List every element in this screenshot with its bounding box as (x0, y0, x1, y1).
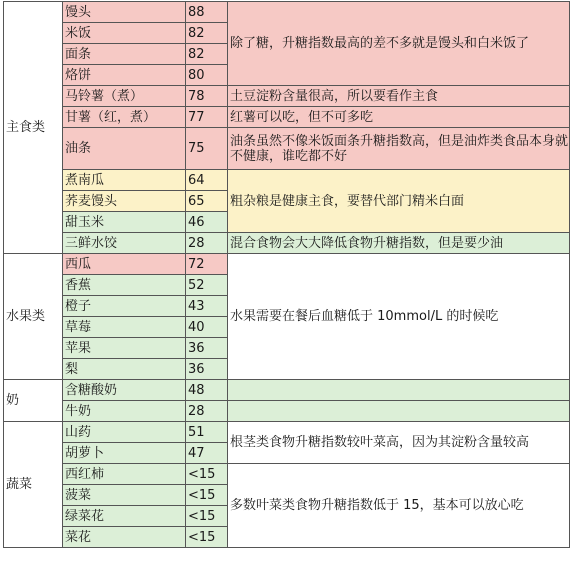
food-name-cell: 菠菜 (63, 485, 186, 506)
food-name-cell: 马铃薯（煮） (63, 86, 186, 107)
table-row (4, 170, 570, 191)
note-cell: 油条虽然不像米饭面条升糖指数高，但是油炸类食品本身就不健康，谁吃都不好 (228, 128, 570, 170)
note-cell (228, 380, 570, 401)
food-name-cell: 含糖酸奶 (63, 380, 186, 401)
food-name-cell: 绿菜花 (63, 506, 186, 527)
gi-value-cell: 82 (186, 23, 228, 44)
gi-value-cell: 77 (186, 107, 228, 128)
gi-value-cell: 47 (186, 443, 228, 464)
food-name-cell: 面条 (63, 44, 186, 65)
food-name-cell: 胡萝卜 (63, 443, 186, 464)
note-cell: 土豆淀粉含量很高，所以要看作主食 (228, 86, 570, 107)
note-cell: 水果需要在餐后血糖低于 10mmol/L 的时候吃 (228, 254, 570, 380)
glycemic-index-table-body (4, 2, 570, 548)
gi-value-cell: 65 (186, 191, 228, 212)
table-row (4, 401, 570, 422)
food-name-cell: 牛奶 (63, 401, 186, 422)
table-row (4, 254, 570, 275)
gi-value-cell: 75 (186, 128, 228, 170)
food-name-cell: 三鲜水饺 (63, 233, 186, 254)
gi-value-cell: 64 (186, 170, 228, 191)
food-name-cell: 苹果 (63, 338, 186, 359)
table-row (4, 107, 570, 128)
food-name-cell: 煮南瓜 (63, 170, 186, 191)
gi-value-cell: 48 (186, 380, 228, 401)
note-cell: 红薯可以吃，但不可多吃 (228, 107, 570, 128)
gi-value-cell: 43 (186, 296, 228, 317)
food-name-cell: 橙子 (63, 296, 186, 317)
table-row (4, 380, 570, 401)
gi-value-cell: 80 (186, 65, 228, 86)
note-cell: 粗杂粮是健康主食，要替代部门精米白面 (228, 170, 570, 233)
note-cell (228, 401, 570, 422)
gi-value-cell: <15 (186, 527, 228, 548)
gi-value-cell: 78 (186, 86, 228, 107)
gi-value-cell: <15 (186, 464, 228, 485)
gi-value-cell: <15 (186, 506, 228, 527)
gi-value-cell: 82 (186, 44, 228, 65)
gi-value-cell: 40 (186, 317, 228, 338)
gi-value-cell: <15 (186, 485, 228, 506)
gi-value-cell: 36 (186, 338, 228, 359)
food-name-cell: 甘薯（红，煮） (63, 107, 186, 128)
category-cell: 蔬菜 (4, 422, 63, 548)
gi-value-cell: 46 (186, 212, 228, 233)
table-row (4, 233, 570, 254)
gi-value-cell: 52 (186, 275, 228, 296)
table-row (4, 422, 570, 443)
food-name-cell: 米饭 (63, 23, 186, 44)
category-cell: 奶 (4, 380, 63, 422)
glycemic-index-table (3, 1, 570, 548)
gi-value-cell: 51 (186, 422, 228, 443)
note-cell: 多数叶菜类食物升糖指数低于 15，基本可以放心吃 (228, 464, 570, 548)
food-name-cell: 菜花 (63, 527, 186, 548)
food-name-cell: 西瓜 (63, 254, 186, 275)
gi-value-cell: 36 (186, 359, 228, 380)
food-name-cell: 荞麦馒头 (63, 191, 186, 212)
food-name-cell: 馒头 (63, 2, 186, 23)
table-row (4, 2, 570, 23)
note-cell: 除了糖，升糖指数最高的差不多就是馒头和白米饭了 (228, 2, 570, 86)
food-name-cell: 草莓 (63, 317, 186, 338)
note-cell: 混合食物会大大降低食物升糖指数，但是要少油 (228, 233, 570, 254)
gi-value-cell: 28 (186, 401, 228, 422)
food-name-cell: 烙饼 (63, 65, 186, 86)
note-cell: 根茎类食物升糖指数较叶菜高，因为其淀粉含量较高 (228, 422, 570, 464)
food-name-cell: 西红柿 (63, 464, 186, 485)
food-name-cell: 山药 (63, 422, 186, 443)
table-row (4, 464, 570, 485)
food-name-cell: 油条 (63, 128, 186, 170)
food-name-cell: 香蕉 (63, 275, 186, 296)
table-row (4, 86, 570, 107)
food-name-cell: 甜玉米 (63, 212, 186, 233)
category-cell: 主食类 (4, 2, 63, 254)
table-row (4, 128, 570, 170)
gi-value-cell: 88 (186, 2, 228, 23)
food-name-cell: 梨 (63, 359, 186, 380)
gi-value-cell: 72 (186, 254, 228, 275)
category-cell: 水果类 (4, 254, 63, 380)
gi-value-cell: 28 (186, 233, 228, 254)
